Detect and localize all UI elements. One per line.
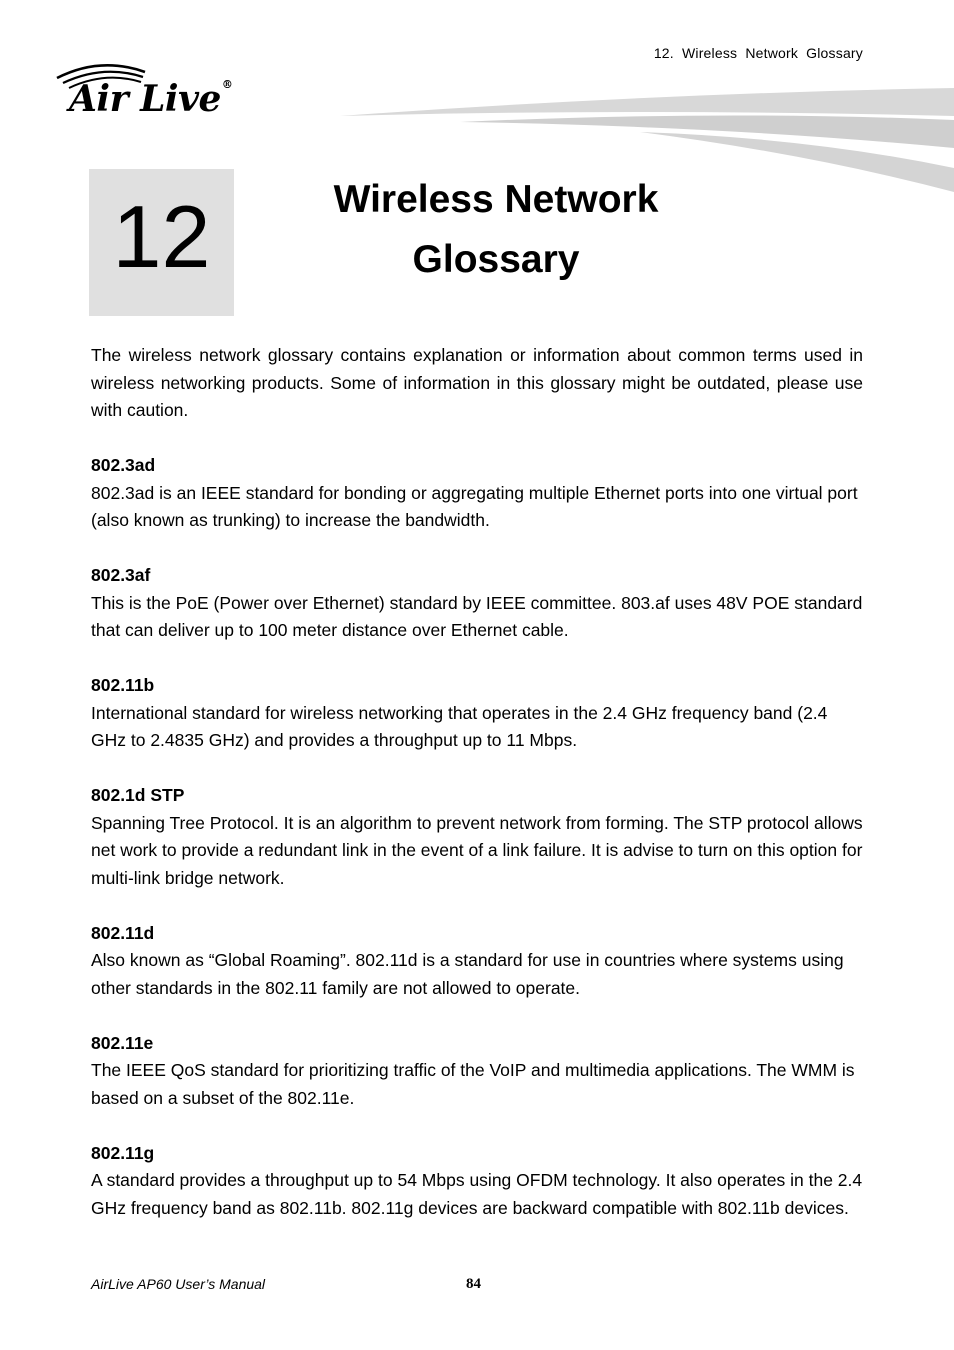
glossary-definition: A standard provides a throughput up to 54 Mbps using OFDM technology. It also operates in the 2.4 GHz frequency band as 802.11b. 802.11g devices are backward compatible with 802.11b devices.	[91, 1170, 863, 1218]
glossary-term: 802.11d	[91, 922, 155, 943]
glossary-definition: The IEEE QoS standard for prioritizing traffic of the VoIP and multimedia applications. The WMM is based on a subset of the 802.11e.	[91, 1060, 855, 1108]
glossary-entry	[91, 782, 863, 892]
glossary-definition: Also known as “Global Roaming”. 802.11d is a standard for use in countries where systems using other standards in the 802.11 family are not allowed to operate.	[91, 950, 844, 998]
glossary-term: 802.11g	[91, 1142, 155, 1163]
footer-manual-title: AirLive AP60 User’s Manual	[91, 1276, 266, 1292]
logo-brand: Air Live	[69, 78, 221, 120]
glossary-term: 802.11e	[91, 1032, 154, 1053]
footer-page-number: 84	[466, 1276, 481, 1292]
glossary-entry	[91, 920, 863, 1003]
glossary-content	[91, 342, 863, 1222]
chapter-title-line2: Glossary	[412, 238, 580, 281]
chapter-number: 12	[112, 187, 211, 286]
glossary-term: 802.11b	[91, 675, 155, 695]
running-header: 12. Wireless Network Glossary	[653, 45, 863, 61]
glossary-term: 802.3ad	[91, 455, 156, 475]
airlive-logo	[55, 58, 285, 128]
glossary-entry	[91, 562, 863, 645]
glossary-definition: 802.3ad is an IEEE standard for bonding or aggregating multiple Ethernet ports into one virtual port (also known as trunking) to increase the bandwidth.	[91, 482, 858, 530]
intro-paragraph: The wireless network glossary contains explanation or information about common terms used in wireless networking products. Some of information in this glossary might be outdated, please use with caution.	[91, 345, 863, 420]
logo-wordmark	[69, 78, 232, 120]
glossary-definition: International standard for wireless networking that operates in the 2.4 GHz frequency band (2.4 GHz to 2.4835 GHz) and provides a throughput up to 11 Mbps.	[91, 702, 828, 750]
glossary-term: 802.1d STP	[91, 785, 185, 805]
chapter-number-box	[89, 169, 234, 316]
chapter-title	[300, 170, 692, 290]
registered-mark: ®	[221, 78, 233, 91]
glossary-term: 802.3af	[91, 565, 151, 585]
chapter-title-line1: Wireless Network	[333, 178, 659, 221]
glossary-definition: Spanning Tree Protocol. It is an algorithm to prevent network from forming. The STP protocol allows net work to provide a redundant link in the event of a link failure. It is advise to turn on this option for multi-link bridge network.	[91, 812, 863, 888]
glossary-entry	[91, 672, 863, 755]
glossary-entry	[91, 452, 863, 535]
glossary-entry	[91, 1030, 863, 1113]
glossary-entry	[91, 1140, 863, 1223]
glossary-definition: This is the PoE (Power over Ethernet) standard by IEEE committee. 803.af uses 48V POE standard that can deliver up to 100 meter distance over Ethernet cable.	[91, 592, 863, 640]
